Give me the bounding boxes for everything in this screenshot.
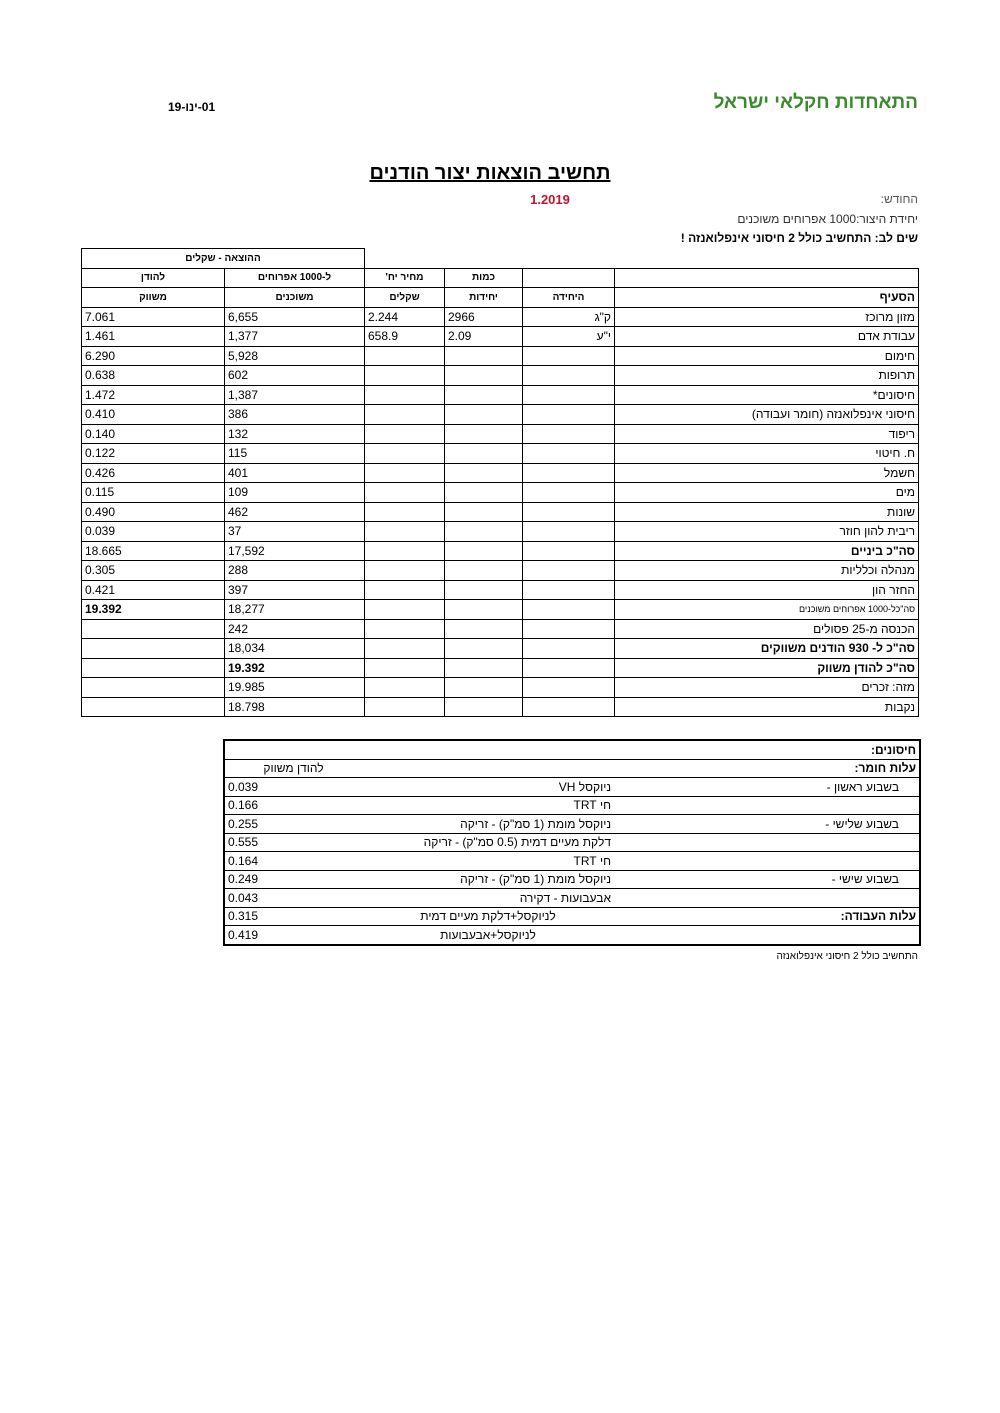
cell-per1000: 462 [225, 502, 365, 522]
cell-per1000: 1,377 [225, 327, 365, 347]
vaccine-row [224, 870, 920, 889]
cell-per1000: 602 [225, 366, 365, 386]
cell-qty [445, 697, 523, 717]
cell-per1000: 132 [225, 424, 365, 444]
cell-price [365, 502, 445, 522]
table-row [82, 346, 919, 366]
cell-unit [523, 346, 615, 366]
table-row [82, 600, 919, 620]
material-cost-label: עלות חומר: [614, 759, 920, 778]
cell-per1000: 37 [225, 522, 365, 542]
table-row [82, 424, 919, 444]
cell-per1000: 19.392 [225, 658, 365, 678]
cell-per-turkey [82, 639, 225, 659]
vaccines-table [223, 739, 921, 946]
cell-per-turkey: 0.122 [82, 444, 225, 464]
cell-qty [445, 385, 523, 405]
labor-value: 0.315 [224, 907, 362, 926]
cell-per1000: 1,387 [225, 385, 365, 405]
vaccine-week [614, 796, 920, 815]
vaccine-value: 0.164 [224, 852, 362, 871]
cell-item: סה"כ ביניים [615, 541, 919, 561]
cell-qty [445, 658, 523, 678]
cell-qty [445, 678, 523, 698]
cell-unit [523, 600, 615, 620]
cell-qty [445, 346, 523, 366]
cell-per1000: 242 [225, 619, 365, 639]
cell-per-turkey: 0.115 [82, 483, 225, 503]
cell-item: ריבית להון חוזר [615, 522, 919, 542]
cell-qty [445, 444, 523, 464]
table-row [82, 561, 919, 581]
cell-item: סה"כל-1000 אפרוחים משוכנים [615, 600, 919, 620]
table-row [82, 522, 919, 542]
organization-name: התאחדות חקלאי ישראל [713, 92, 918, 113]
expense-group-header: ההוצאה - שקלים [82, 249, 365, 269]
cell-unit [523, 502, 615, 522]
cell-item: שונות [615, 502, 919, 522]
cell-item: עבודת אדם [615, 327, 919, 347]
cell-qty [445, 561, 523, 581]
month-label: החודש: [880, 192, 918, 206]
cell-item: חיסוני אינפלואנזה (חומר ועבודה) [615, 405, 919, 425]
cell-unit: י"ע [523, 327, 615, 347]
labor-vaccine-name: לניוקסל+אבעבועות [362, 926, 614, 945]
cell-per-turkey: 0.421 [82, 580, 225, 600]
cell-unit [523, 580, 615, 600]
vaccine-row [224, 833, 920, 852]
vaccine-week [614, 852, 920, 871]
cell-item: תרופות [615, 366, 919, 386]
col-header-per1000: ל-1000 אפרוחים [225, 268, 365, 288]
vaccine-row [224, 815, 920, 834]
cell-unit: ק"ג [523, 307, 615, 327]
cell-per1000: 6,655 [225, 307, 365, 327]
labor-cost-label: עלות העבודה: [614, 907, 920, 926]
vaccine-value: 0.255 [224, 815, 362, 834]
cell-per-turkey: 7.061 [82, 307, 225, 327]
cell-item: סה"כ להודן משווק [615, 658, 919, 678]
vaccine-week [614, 833, 920, 852]
cell-price [365, 463, 445, 483]
cell-qty [445, 424, 523, 444]
vaccine-value: 0.555 [224, 833, 362, 852]
cell-per1000: 115 [225, 444, 365, 464]
cell-per-turkey: 0.039 [82, 522, 225, 542]
col-header-units: יחידות [445, 288, 523, 308]
table-row [82, 502, 919, 522]
cell-price [365, 346, 445, 366]
cell-per-turkey [82, 678, 225, 698]
table-row [82, 678, 919, 698]
cell-item: מזון מרוכז [615, 307, 919, 327]
cell-qty [445, 463, 523, 483]
cell-price [365, 580, 445, 600]
cell-per-turkey [82, 619, 225, 639]
cell-price [365, 366, 445, 386]
cell-qty [445, 502, 523, 522]
cell-item: ח. חיטוי [615, 444, 919, 464]
cell-unit [523, 697, 615, 717]
col-header-shekels: שקלים [365, 288, 445, 308]
vaccine-name: חי TRT [362, 796, 614, 815]
cell-qty [445, 405, 523, 425]
table-row [82, 639, 919, 659]
table-row [82, 541, 919, 561]
cell-per-turkey [82, 697, 225, 717]
vaccine-value: 0.166 [224, 796, 362, 815]
footnote: התחשיב כולל 2 חיסוני אינפלואנזה [776, 951, 918, 962]
labor-value: 0.419 [224, 926, 362, 945]
cell-unit [523, 463, 615, 483]
vaccine-week: בשבוע שישי - [614, 870, 920, 889]
labor-vaccine-name: לניוקסל+דלקת מעיים דמית [362, 907, 614, 926]
vaccine-week: בשבוע ראשון - [614, 778, 920, 797]
cell-unit [523, 444, 615, 464]
table-row [82, 307, 919, 327]
col-header-unit: היחידה [523, 288, 615, 308]
cell-qty [445, 619, 523, 639]
cell-price [365, 619, 445, 639]
cell-price: 658.9 [365, 327, 445, 347]
cell-unit [523, 366, 615, 386]
cell-qty [445, 366, 523, 386]
vaccine-value: 0.039 [224, 778, 362, 797]
vaccine-row [224, 889, 920, 908]
cell-price: 2.244 [365, 307, 445, 327]
cell-per-turkey: 19.392 [82, 600, 225, 620]
cell-qty [445, 541, 523, 561]
table-row [82, 658, 919, 678]
cell-unit [523, 639, 615, 659]
report-date: 01-ינו-19 [168, 100, 216, 114]
cell-unit [523, 405, 615, 425]
cell-per1000: 18,034 [225, 639, 365, 659]
table-row [82, 444, 919, 464]
cell-per1000: 288 [225, 561, 365, 581]
cell-qty [445, 580, 523, 600]
page-title: תחשיב הוצאות יצור הודנים [369, 162, 611, 184]
cell-qty [445, 639, 523, 659]
cell-per-turkey: 0.140 [82, 424, 225, 444]
cell-price [365, 658, 445, 678]
cell-per-turkey: 0.410 [82, 405, 225, 425]
cell-per1000: 19.985 [225, 678, 365, 698]
vaccine-row [224, 852, 920, 871]
cell-qty [445, 483, 523, 503]
col-header-item: הסעיף [615, 288, 919, 308]
cell-per1000: 386 [225, 405, 365, 425]
vaccine-row [224, 778, 920, 797]
cell-price [365, 697, 445, 717]
cell-item: ריפוד [615, 424, 919, 444]
cell-unit [523, 619, 615, 639]
cell-item: חימום [615, 346, 919, 366]
cell-item: חיסונים* [615, 385, 919, 405]
col-header-marketed: להודן [82, 268, 225, 288]
table-row [82, 366, 919, 386]
table-row [82, 327, 919, 347]
table-row [82, 405, 919, 425]
vaccine-value: 0.043 [224, 889, 362, 908]
cell-price [365, 561, 445, 581]
vaccine-row [224, 796, 920, 815]
vaccines-title: חיסונים: [614, 740, 920, 759]
production-unit-line: יחידת היצור:1000 אפרוחים משוכנים [737, 212, 918, 226]
labor-row [224, 907, 920, 926]
col-header-qty: כמות [445, 268, 523, 288]
cell-item: החזר הון [615, 580, 919, 600]
cell-unit [523, 541, 615, 561]
cell-unit [523, 658, 615, 678]
cell-item: מזה: זכרים [615, 678, 919, 698]
vaccine-name: ניוקסל מומת (1 סמ"ק) - זריקה [362, 870, 614, 889]
cell-qty: 2966 [445, 307, 523, 327]
cell-per-turkey: 0.638 [82, 366, 225, 386]
cell-unit [523, 483, 615, 503]
cell-per-turkey: 0.426 [82, 463, 225, 483]
table-row [82, 463, 919, 483]
cell-item: חשמל [615, 463, 919, 483]
cell-per-turkey: 18.665 [82, 541, 225, 561]
vaccine-name: ניוקסל VH [362, 778, 614, 797]
col-header-housed: משוכנים [225, 288, 365, 308]
cell-price [365, 424, 445, 444]
cell-per1000: 17,592 [225, 541, 365, 561]
cell-unit [523, 522, 615, 542]
cell-unit [523, 385, 615, 405]
cell-item: מנהלה וכלליות [615, 561, 919, 581]
cell-unit [523, 424, 615, 444]
cell-unit [523, 561, 615, 581]
cell-unit [523, 678, 615, 698]
cell-per-turkey [82, 658, 225, 678]
vaccine-name: אבעבועות - דקירה [362, 889, 614, 908]
cell-qty [445, 600, 523, 620]
cell-item: מים [615, 483, 919, 503]
table-row [82, 619, 919, 639]
table-row [82, 385, 919, 405]
cell-per-turkey: 1.472 [82, 385, 225, 405]
table-row [82, 580, 919, 600]
vaccine-week [614, 889, 920, 908]
col-header-market: משווק [82, 288, 225, 308]
labor-row [224, 926, 920, 945]
cost-table [81, 248, 919, 717]
cell-item: הכנסה מ-25 פסולים [615, 619, 919, 639]
cell-price [365, 405, 445, 425]
vaccine-week: בשבוע שלישי - [614, 815, 920, 834]
vaccine-name: דלקת מעיים דמית (0.5 סמ"ק) - זריקה [362, 833, 614, 852]
cell-price [365, 639, 445, 659]
cell-per-turkey: 6.290 [82, 346, 225, 366]
cell-per1000: 397 [225, 580, 365, 600]
cell-price [365, 385, 445, 405]
table-row [82, 697, 919, 717]
cell-per1000: 18,277 [225, 600, 365, 620]
vaccine-name: ניוקסל מומת (1 סמ"ק) - זריקה [362, 815, 614, 834]
cell-per1000: 5,928 [225, 346, 365, 366]
cell-qty: 2.09 [445, 327, 523, 347]
attention-note: שים לב: התחשיב כולל 2 חיסוני אינפלואנזה ! [680, 231, 918, 245]
cell-item: סה"כ ל- 930 הודנים משווקים [615, 639, 919, 659]
cell-price [365, 522, 445, 542]
cell-price [365, 483, 445, 503]
cell-per1000: 18.798 [225, 697, 365, 717]
cell-item: נקבות [615, 697, 919, 717]
cell-price [365, 444, 445, 464]
cell-per-turkey: 1.461 [82, 327, 225, 347]
table-row [82, 483, 919, 503]
cell-price [365, 541, 445, 561]
vaccine-value: 0.249 [224, 870, 362, 889]
month-value: 1.2019 [530, 192, 570, 207]
col-header-price: מחיר יח' [365, 268, 445, 288]
cell-price [365, 678, 445, 698]
cell-per1000: 109 [225, 483, 365, 503]
cell-price [365, 600, 445, 620]
vaccine-name: חי TRT [362, 852, 614, 871]
per-turkey-header: להודן משווק [224, 759, 362, 778]
cell-per-turkey: 0.490 [82, 502, 225, 522]
cell-qty [445, 522, 523, 542]
cell-per1000: 401 [225, 463, 365, 483]
cell-per-turkey: 0.305 [82, 561, 225, 581]
